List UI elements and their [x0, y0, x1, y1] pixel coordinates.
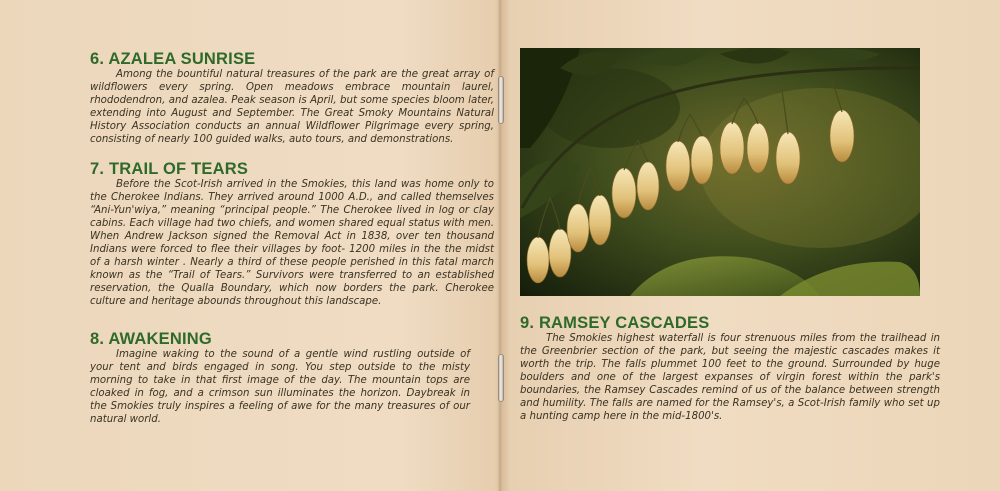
section-heading: 8. AWAKENING — [90, 330, 212, 348]
section-heading: 9. RAMSEY CASCADES — [520, 314, 710, 332]
section-heading: 6. AZALEA SUNRISE — [90, 50, 256, 68]
section-azalea-sunrise — [90, 50, 494, 146]
section-body: Imagine waking to the sound of a gentle wind rustling outside of your tent and birds engaged in song. You step outside to the misty morning to take in that first image of the day. The mountain tops are cloaked in fog, and a crimson sun illuminates the horizon. Daybreak in the Smokies truly inspires a feeling of awe for the many treasures of our natural world. — [90, 349, 470, 425]
photo-illustration — [520, 48, 920, 296]
section-body: Before the Scot-Irish arrived in the Smokies, this land was home only to the Cherokee Indians. They arrived around 1000 A.D., and called themselves “Ani-Yun'wiya,” meaning “principal people.” The Cherokee lived in log or clay cabins. Each village had two chiefs, and women shared equal status with men. When Andrew Jackson signed the Removal Act in 1838, over ten thousand Indians were forced to flee their villages by foot- 1200 miles in the the midst of a harsh winter . Nearly a third of these people perished in this fatal march known as the “Trail of Tears.” Survivors were transferred to an established reservation, the Qualla Boundary, which now borders the park. Cherokee culture and heritage abounds throughout this landscape. — [90, 179, 494, 307]
section-ramsey-cascades — [520, 314, 940, 423]
section-awakening — [90, 330, 470, 426]
section-heading: 7. TRAIL OF TEARS — [90, 160, 249, 178]
section-body: Among the bountiful natural treasures of the park are the great array of wildflowers every spring. Open meadows embrace mountain laurel, rhododendron, and azalea. Peak season is April, but some species bloom later, extending into August and September. The Great Smoky Mountains Natural History Association conducts an annual Wildflower Pilgrimage every spring, consisting of nearly 100 guided walks, auto tours, and demonstrations. — [90, 69, 494, 145]
section-body: The Smokies highest waterfall is four strenuous miles from the trailhead in the Greenbrier section of the park, but seeing the majestic cascades makes it worth the trip. The falls plummet 100 feet to the ground. Surrounded by huge boulders and one of the largest expanses of virgin forest within the park's boundaries, the Ramsey Cascades remind of us of the balance between strength and humility. The falls are named for the Ramsey's, a Scot-Irish family who set up a hunting camp here in the mid-1800's. — [520, 333, 940, 422]
section-trail-of-tears — [90, 160, 494, 308]
wildflower-photo — [520, 48, 920, 296]
right-page — [500, 0, 1000, 491]
